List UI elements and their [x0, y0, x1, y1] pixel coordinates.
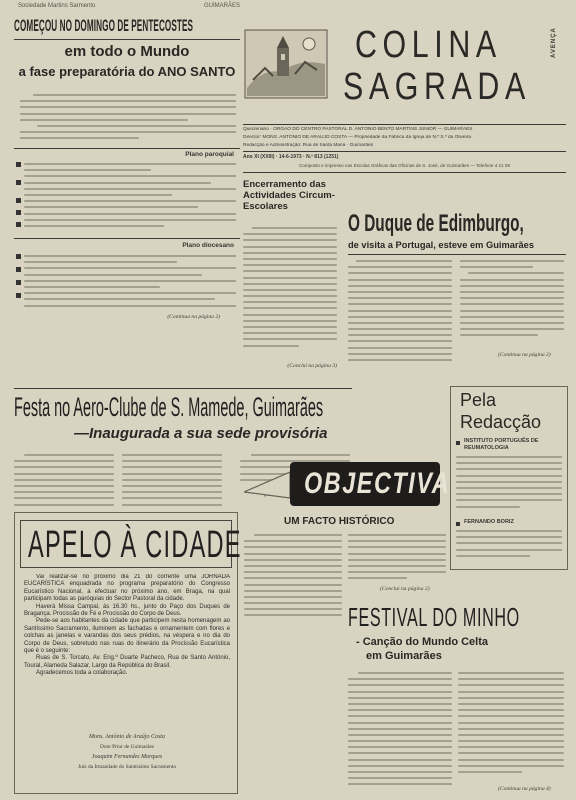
signature-2: Joaquim Fernandes Marques	[91, 754, 163, 760]
encerramento-article	[243, 179, 339, 379]
festival-subtitle-2: em Guimarães	[366, 650, 442, 662]
edimburgo-title: O Duque de Edimburgo,	[348, 210, 524, 237]
pela-item1-text	[456, 456, 562, 516]
aeroclube-subtitle: —Inaugurada a sua sede provisória	[74, 425, 328, 442]
edimburgo-text-col2	[460, 260, 564, 345]
festival-continua: (Continua na página 4)	[498, 786, 551, 792]
masthead-title-bottom: SAGRADA	[343, 66, 531, 108]
aeroclube-title: Festa no Aero-Clube de S. Mamede, Guimarães	[14, 392, 324, 422]
apelo-paragraph-2: Haverá Missa Campal, às 16.30 hs., junto do Paço dos Duques de Bragança. Procissão de Fé e Procissão do Corpo de Deus.	[24, 603, 230, 618]
apelo-paragraph-3: Pede-se aos habitantes da cidade que participem nesta homenagem ao Santíssimo Sacramento, iluminem as fachadas e ornamentem com flores e colchas as janelas e varandas dos seus prédios, na véspera e no dia do Corpo de Deus, sobretudo nas ruas do itinerário da Procissão Eucarística que é o seguinte:	[24, 618, 230, 655]
objectiva-label: OBJECTIVA	[304, 467, 451, 500]
masthead-composed-line: Composto e impresso nas Escolas Gráficas das Oficinas de S. José, de Guimarães — Telefone 4 21 08	[298, 163, 511, 168]
apelo-paragraph-4: Ruas de S. Torcato, Av. Eng.º Duarte Pacheco, Rua de Santo António, Toural, Alameda Salazar, Largo da República do Brasil.	[24, 655, 230, 669]
plan-diocesano-text	[24, 255, 236, 313]
masthead-editor-line: Director: MONS. ANTÓNIO DE ARAÚJO COSTA — Propriedade da Fábrica da Igreja de N.ª S.ª da Oliveira	[243, 135, 471, 140]
sanctuary-logo	[243, 28, 329, 100]
aeroclube-text-col1	[14, 454, 114, 510]
edimburgo-continua: (Continua na página 2)	[498, 352, 551, 358]
signature-1-role: Dom Prior de Guimarães	[99, 744, 155, 750]
pentecost-continua: (Continua na página 2)	[167, 314, 220, 320]
festival-text-col2	[458, 672, 564, 780]
apelo-article	[14, 512, 242, 798]
facto-text-col1	[244, 534, 342, 624]
pentecost-line2: a fase preparatória do ANO SANTO	[18, 64, 236, 79]
encerramento-conclui: (Conclui na página 3)	[287, 363, 337, 369]
plan-diocesano-title: Plano diocesano	[182, 242, 234, 249]
avenca-label: AVENÇA	[551, 27, 557, 58]
festival-title: FESTIVAL DO MINHO	[348, 602, 520, 632]
pentecost-article	[14, 14, 240, 384]
facto-title: UM FACTO HISTÓRICO	[284, 516, 395, 527]
top-strip	[18, 3, 240, 12]
plan-paroquial-title: Plano paroquial	[185, 151, 234, 158]
redaccao-title: Redacção	[460, 412, 542, 432]
pentecost-intro-text	[20, 94, 236, 146]
masthead-admin-line: Redacção e Administração: Rua de Santa Maria · Guimarães	[243, 143, 374, 148]
facto-conclui: (Conclui na página 2)	[380, 586, 430, 592]
pentecost-line1: em todo o Mundo	[64, 43, 190, 60]
plan-paroquial-text	[24, 163, 236, 235]
masthead-title-top: COLINA	[355, 24, 502, 66]
festival-article	[348, 602, 568, 798]
apelo-paragraph-1: Vai realizar-se no próximo dia 21 do corrente uma JORNADA EUCARÍSTICA enquadrada no programa preparatório do Congresso Eucarístico Nacional, a efectuar no próximo ano, em Braga, na qual participam todas as paróquias do Sector Pastoral da cidade.	[24, 574, 230, 603]
apelo-body	[24, 574, 230, 719]
top-strip-right: GUIMARÃES	[203, 3, 240, 9]
encerramento-text	[243, 227, 337, 357]
pentecost-kicker: COMEÇOU NO DOMINGO DE PENTECOSTES	[14, 16, 194, 35]
apelo-title: APELO À CIDADE	[28, 524, 242, 566]
masthead-year-line: Ano XI (XXIII) · 14-6-1973 · N.º 813 (1251)	[243, 154, 339, 160]
festival-text-col1	[348, 672, 452, 792]
apelo-paragraph-5: Agradecemos toda a colaboração.	[36, 670, 128, 677]
edimburgo-article	[348, 210, 566, 380]
top-strip-left: Sociedade Martins Sarmento	[18, 3, 96, 9]
pela-title: Pela	[460, 390, 497, 410]
apelo-signatures	[24, 732, 230, 772]
festival-subtitle-1: - Canção do Mundo Celta	[356, 636, 488, 648]
facto-text-col2	[348, 534, 446, 582]
encerramento-title: Encerramento das Actividades Circum-Escolares	[243, 179, 335, 212]
pela-item2-text	[456, 530, 562, 566]
pela-item-reumatologia: INSTITUTO PORTUGUÊS DE REUMATOLOGIA	[464, 438, 539, 451]
pela-item-boriz: FERNANDO BORIZ	[464, 519, 514, 525]
signature-2-role: Juiz da Irmandade do Santíssimo Sacramento	[77, 764, 177, 770]
edimburgo-subtitle: de visita a Portugal, esteve em Guimarães	[348, 240, 535, 250]
pela-redaccao	[450, 386, 568, 576]
objectiva-banner	[244, 458, 451, 510]
edimburgo-text-col1	[348, 260, 452, 372]
aeroclube-text-col2	[122, 454, 222, 510]
masthead-director-line: Quinzenário · ÓRGÃO DO CENTRO PASTORAL D. ANTÓNIO BENTO MARTINS JÚNIOR — GUIMARÃES	[243, 127, 473, 132]
signature-1: Mons. António de Araújo Costa	[89, 734, 165, 740]
